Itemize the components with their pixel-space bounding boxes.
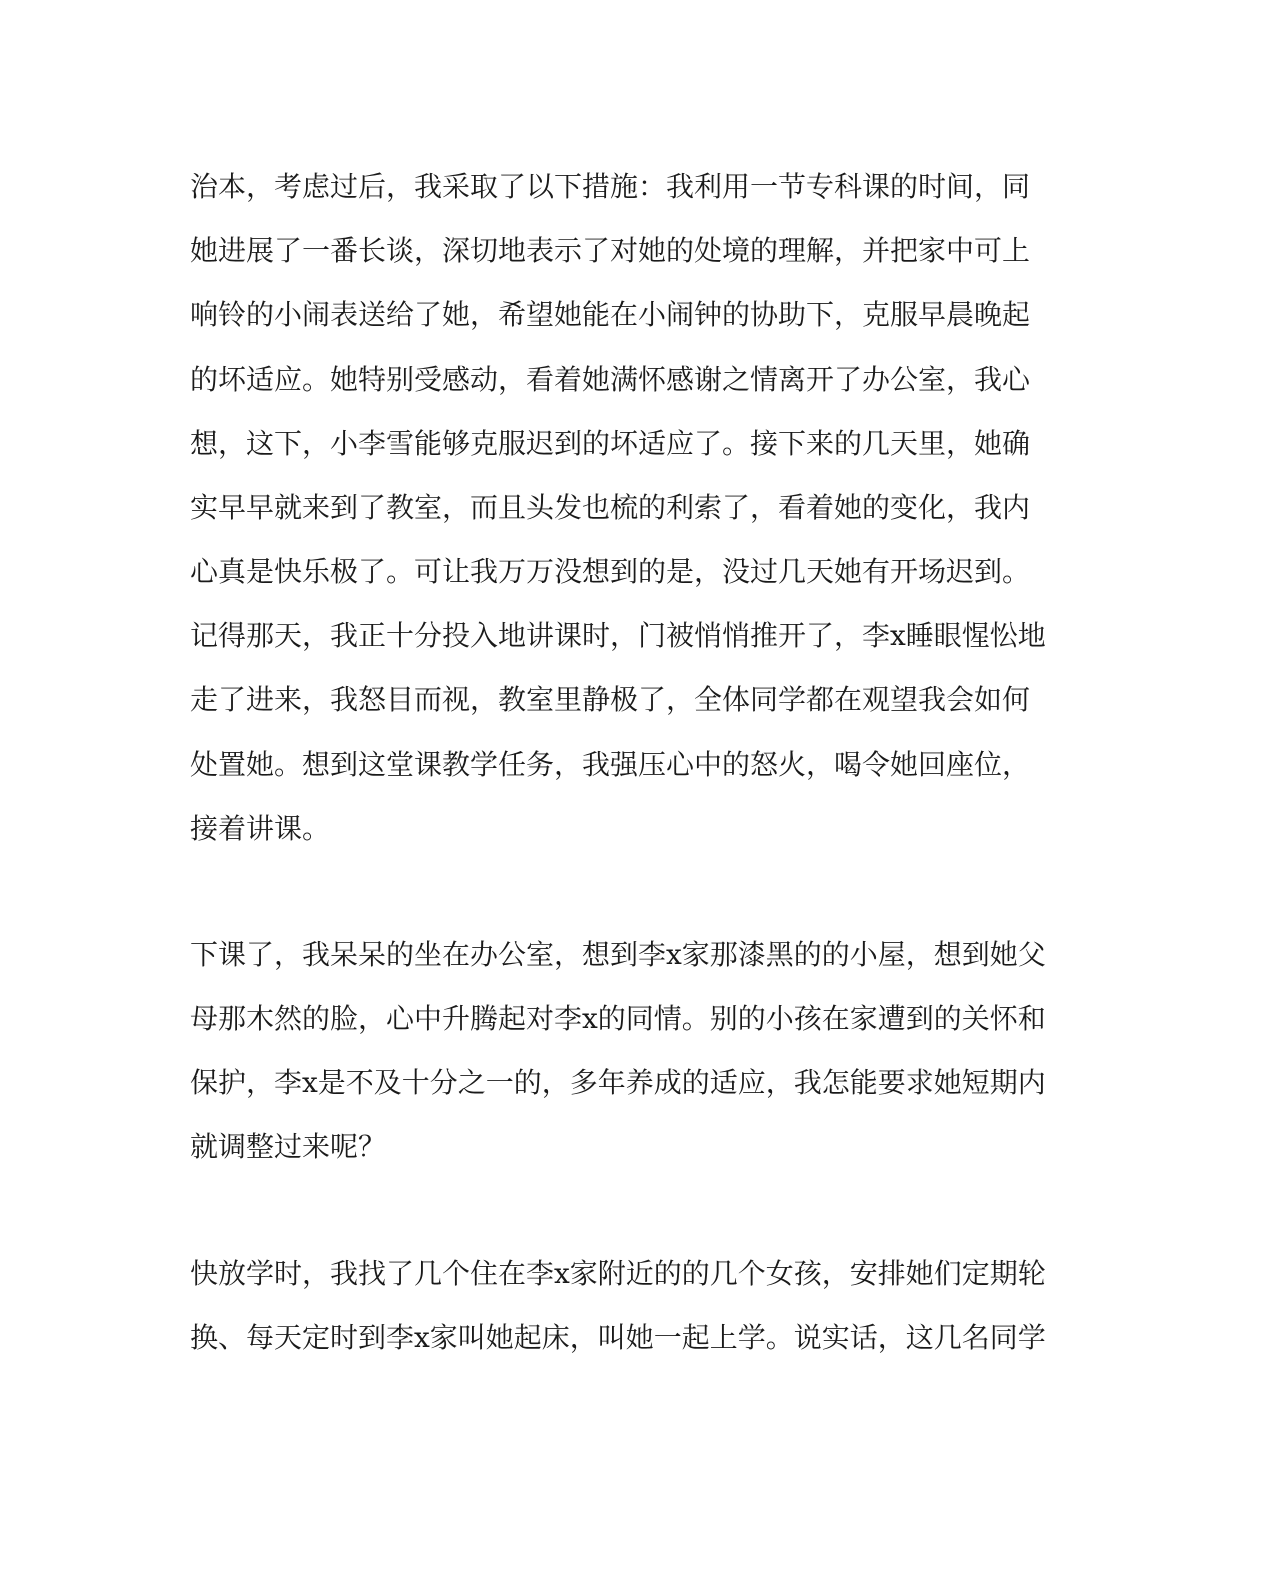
paragraph-1-line-11: 接着讲课。 (190, 812, 331, 845)
paragraph-1-line-2: 她进展了一番长谈，深切地表示了对她的处境的理解，并把家中可上 (190, 234, 1031, 267)
paragraph-1-line-7: 心真是快乐极了。可让我万万没想到的是，没过几天她有开场迟到。 (190, 555, 1031, 588)
paragraph-3-line-2: 换、每天定时到李x家叫她起床，叫她一起上学。说实话，这几名同学 (190, 1321, 1046, 1354)
paragraph-2-line-3: 保护，李x是不及十分之一的，多年养成的适应，我怎能要求她短期内 (190, 1066, 1046, 1099)
paragraph-1-line-6: 实早早就来到了教室，而且头发也梳的利索了，看着她的变化，我内 (190, 491, 1031, 524)
paragraph-2-line-1: 下课了，我呆呆的坐在办公室，想到李x家那漆黑的的小屋，想到她父 (190, 938, 1046, 971)
paragraph-1-line-10: 处置她。想到这堂课教学任务，我强压心中的怒火，喝令她回座位， (190, 748, 1031, 781)
paragraph-1-line-8: 记得那天，我正十分投入地讲课时，门被悄悄推开了，李x睡眼惺忪地 (190, 619, 1046, 652)
paragraph-1-line-5: 想，这下，小李雪能够克服迟到的坏适应了。接下来的几天里，她确 (190, 427, 1031, 460)
paragraph-2-line-2: 母那木然的脸，心中升腾起对李x的同情。别的小孩在家遭到的关怀和 (190, 1002, 1046, 1035)
paragraph-1-line-4: 的坏适应。她特别受感动，看着她满怀感谢之情离开了办公室，我心 (190, 363, 1031, 396)
paragraph-1-line-3: 响铃的小闹表送给了她，希望她能在小闹钟的协助下，克服早晨晚起 (190, 298, 1031, 331)
paragraph-2-line-4: 就调整过来呢？ (190, 1130, 387, 1163)
paragraph-3-line-1: 快放学时，我找了几个住在李x家附近的的几个女孩，安排她们定期轮 (190, 1257, 1046, 1290)
paragraph-1-line-9: 走了进来，我怒目而视，教室里静极了，全体同学都在观望我会如何 (190, 683, 1031, 716)
paragraph-1-line-1: 治本，考虑过后，我采取了以下措施：我利用一节专科课的时间，同 (190, 170, 1031, 203)
